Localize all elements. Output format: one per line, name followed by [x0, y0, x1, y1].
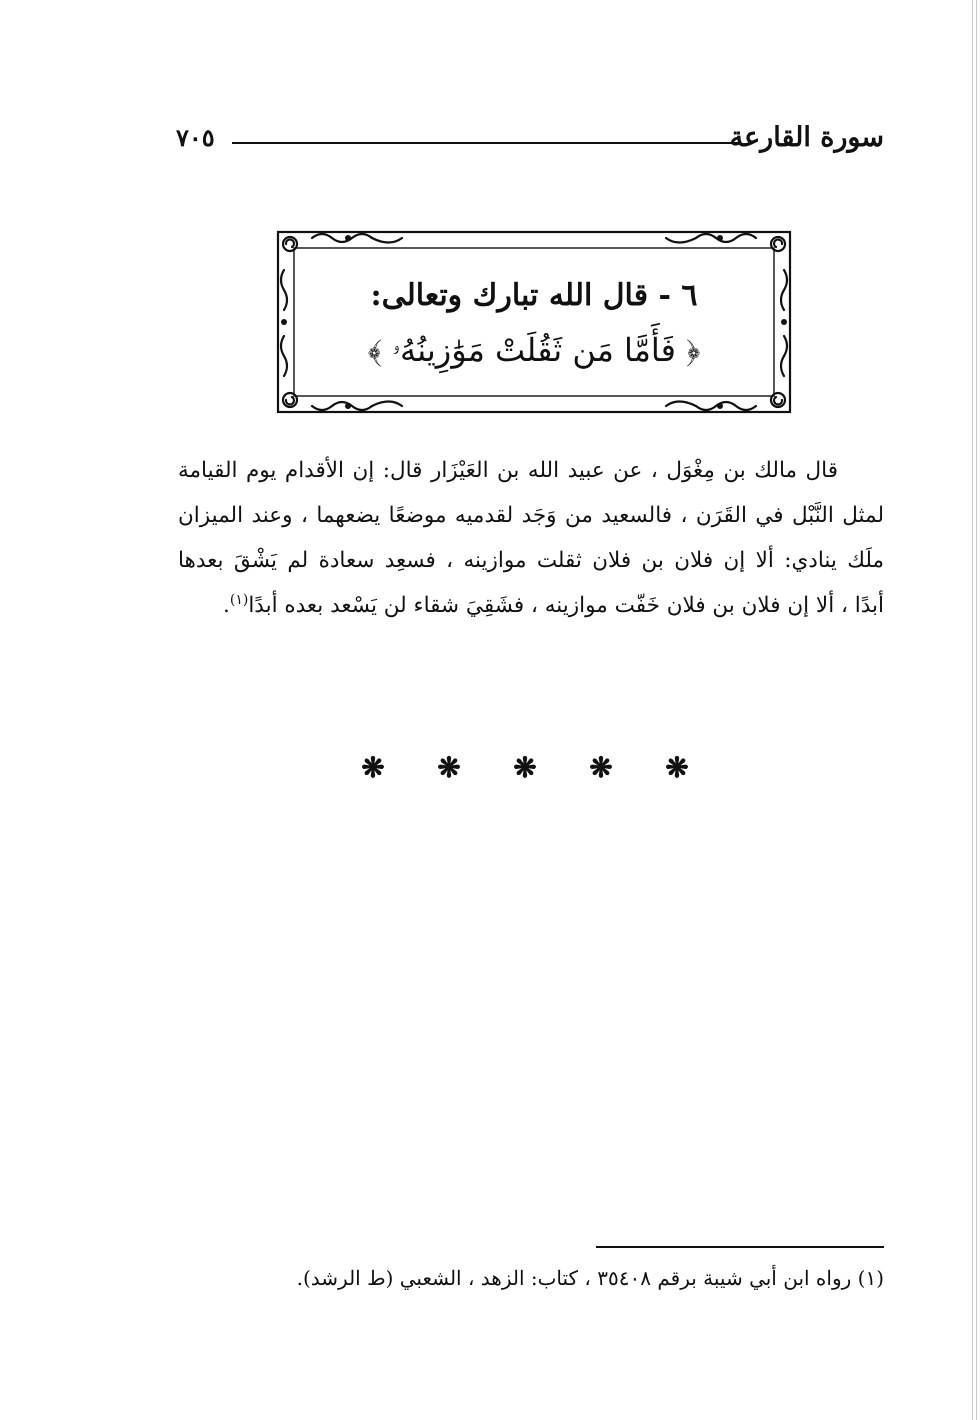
asterisk-icon: ❋	[361, 751, 385, 784]
running-header	[176, 118, 884, 158]
surah-title: سورة القارعة	[729, 122, 884, 153]
binding-edge	[968, 0, 980, 1420]
body-line-text: أبدًا ، ألا إن فلان بن فلان خَفّت موازينه ، فشَقِيَ شقاء لن يَسْعد بعده أبدًا	[248, 593, 884, 618]
asterisk-icon: ❋	[437, 751, 461, 784]
edge-line	[976, 0, 977, 1420]
header-rule	[232, 142, 738, 144]
footnote-rule	[596, 1246, 884, 1248]
footnote: (١) رواه ابن أبي شيبة برقم ٣٥٤٠٨ ، كتاب: الزهد ، الشعبي (ط الرشد).	[296, 1266, 884, 1290]
asterisk-icon: ❋	[513, 751, 537, 784]
quran-verse: ﴿ فَأَمَّا مَن ثَقُلَتْ مَوَٰزِينُهُۥ ﴾	[367, 331, 701, 369]
verse-frame	[272, 226, 796, 418]
edge-line	[972, 0, 973, 1420]
section-divider	[360, 748, 690, 788]
body-line-last	[178, 583, 884, 628]
asterisk-icon: ❋	[665, 751, 689, 784]
body-paragraph	[178, 448, 884, 628]
body-line: ملَك ينادي: ألا إن فلان بن فلان ثقلت موازينه ، فسعِد سعادة لم يَشْقَ بعدها	[178, 548, 884, 573]
end-mark: .	[223, 593, 230, 618]
body-line: قال مالك بن مِغْوَل ، عن عبيد الله بن العَيْزَار قال: إن الأقدام يوم القيامة	[178, 458, 838, 483]
page-number: ٧٠٥	[176, 123, 215, 152]
asterisk-icon: ❋	[589, 751, 613, 784]
footnote-marker: (١)	[229, 591, 249, 608]
ornamental-frame-icon	[272, 226, 796, 418]
body-line: لمثل النَّبْل في القَرَن ، فالسعيد من وَجَد لقدميه موضعًا يضعهما ، وعند الميزان	[178, 503, 884, 528]
verse-intro: ٦ - قال الله تبارك وتعالى:	[370, 278, 698, 313]
